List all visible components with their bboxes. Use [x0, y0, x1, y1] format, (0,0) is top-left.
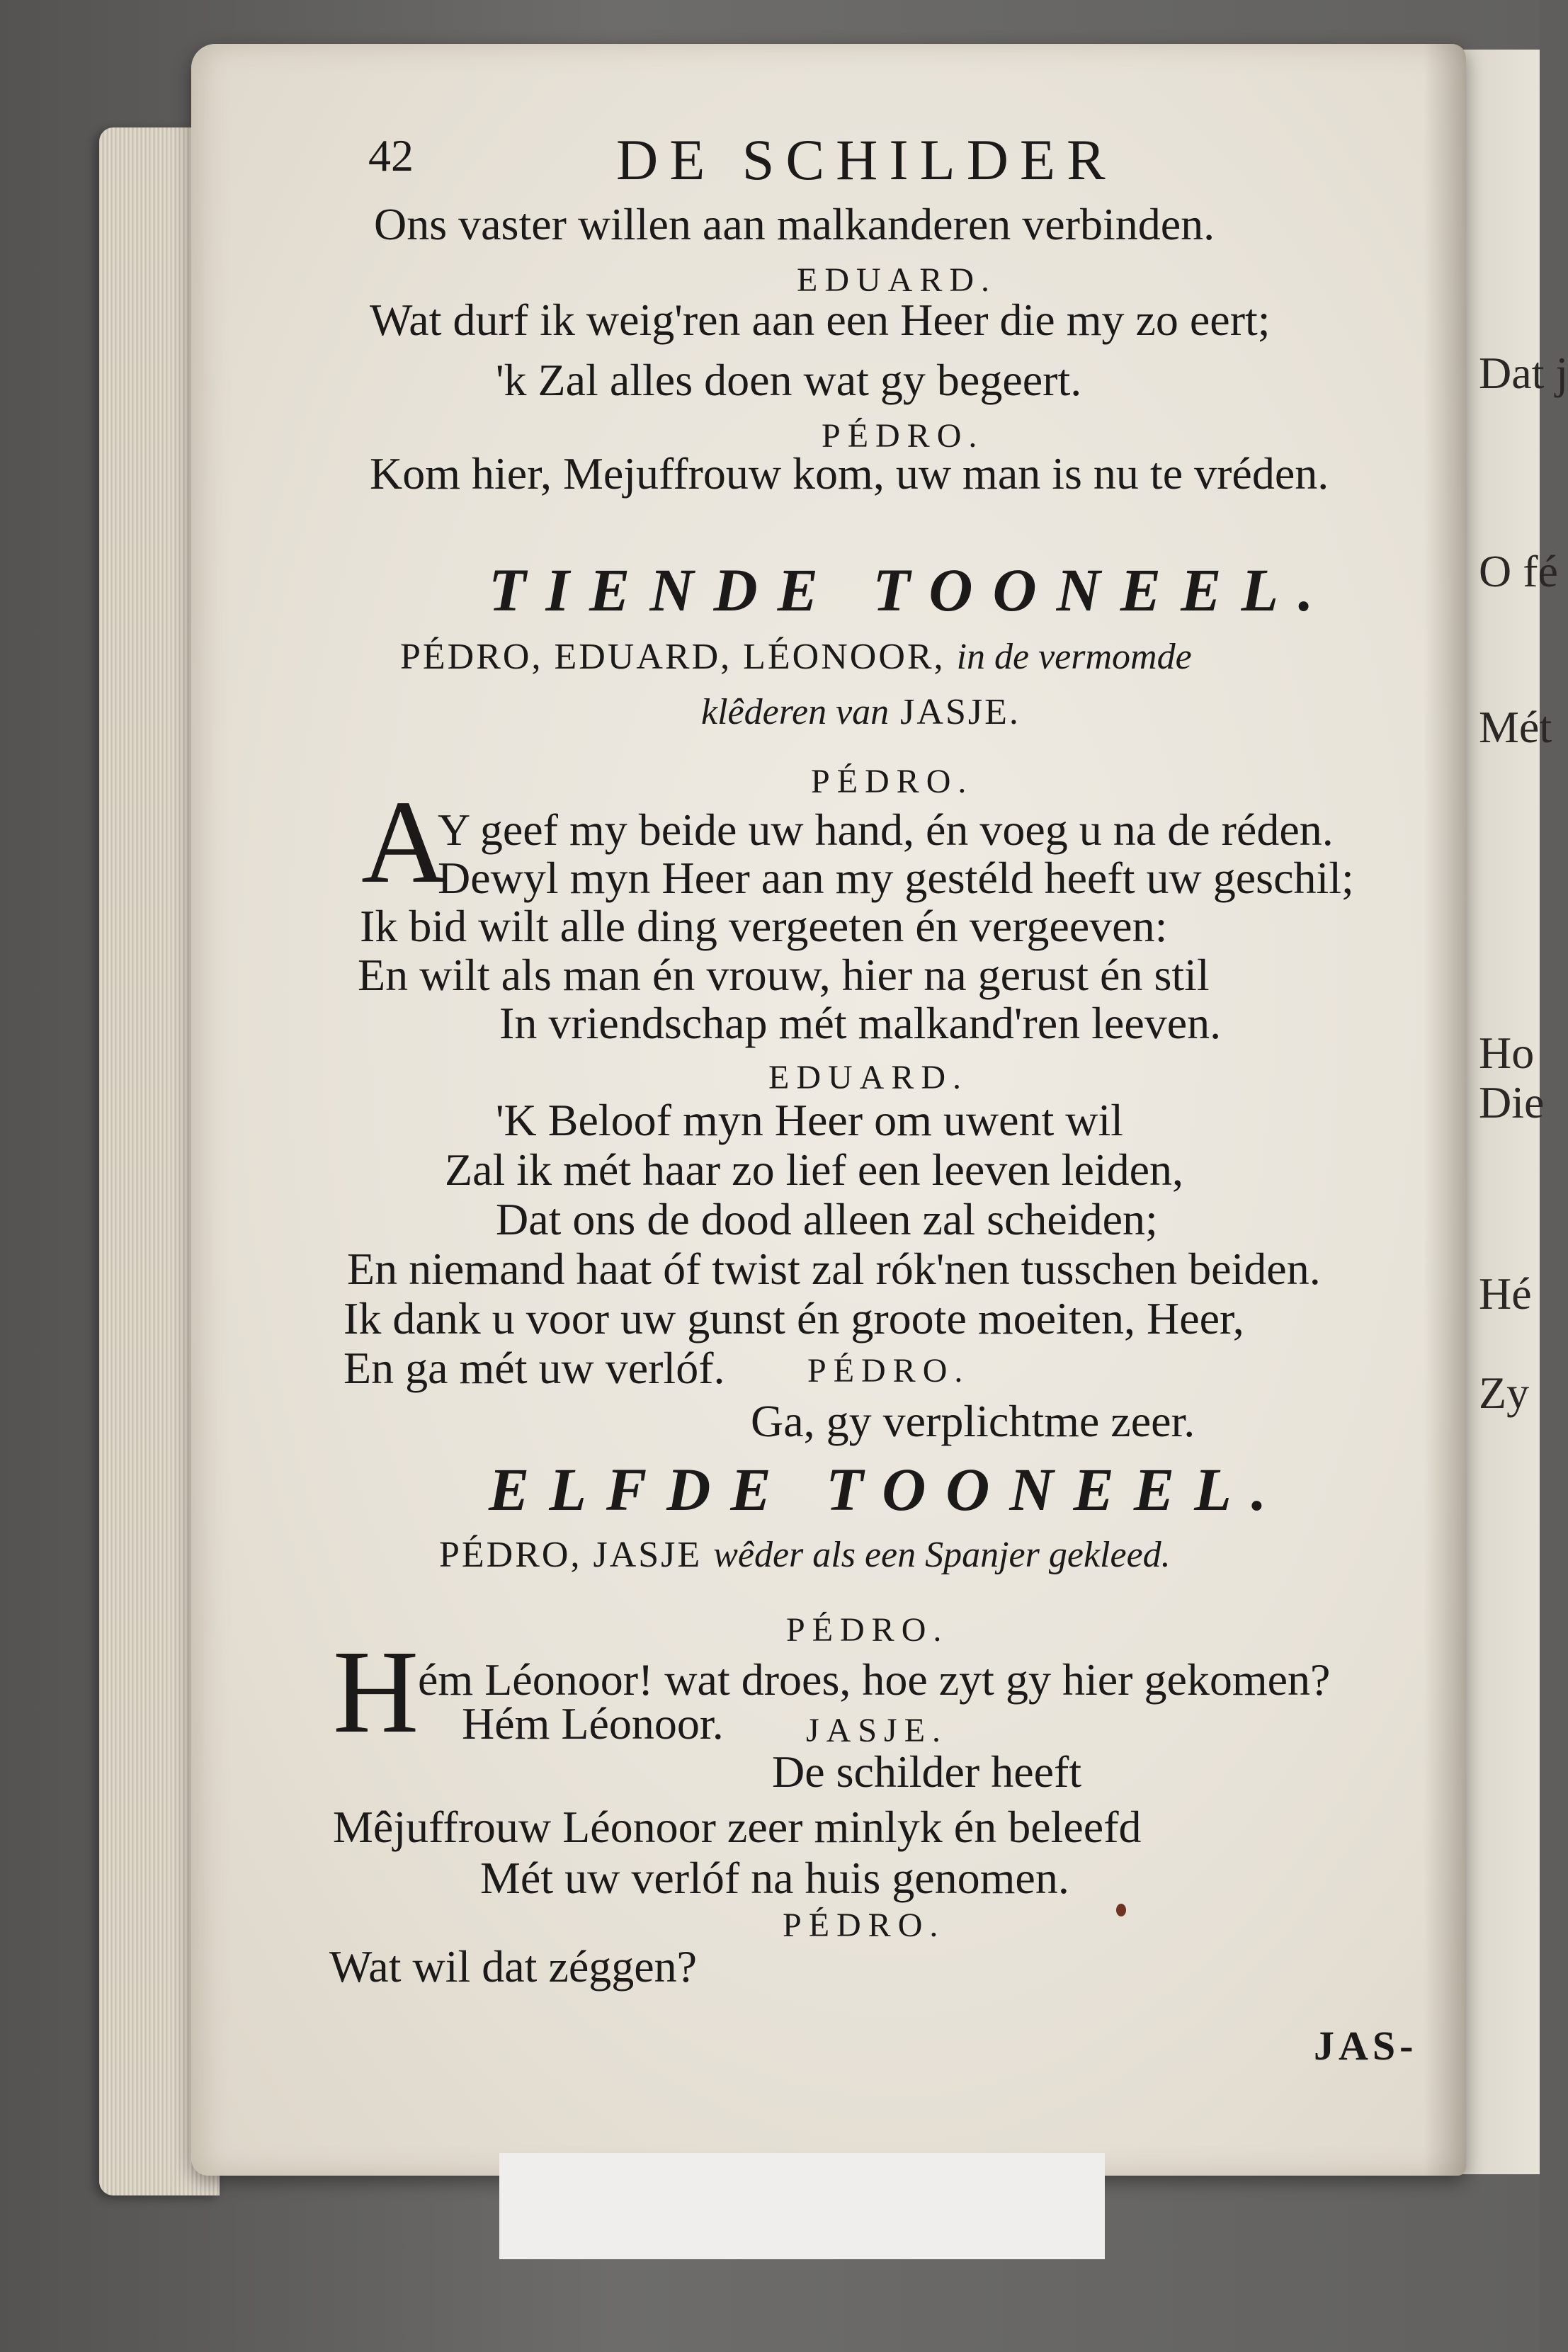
cast-names: JASJE. — [900, 692, 1021, 732]
speaker-name: PÉDRO. — [822, 417, 984, 455]
drop-cap: H — [333, 1626, 419, 1758]
drop-cap: A — [361, 776, 448, 908]
facing-fragment: Die — [1479, 1077, 1545, 1127]
scene-cast — [400, 639, 1192, 676]
speaker-name: PÉDRO. — [811, 763, 974, 800]
speaker-name: EDUARD. — [768, 1059, 968, 1096]
cast-note: klêderen van — [701, 692, 890, 732]
verse-line: Y geef my beide uw hand, én voeg u na de réden. — [438, 805, 1334, 855]
verse-line: Dat ons de dood alleen zal scheiden; — [496, 1194, 1158, 1244]
cast-names: PÉDRO, JASJE — [439, 1535, 703, 1575]
verse-line: Kom hier, Mejuffrouw kom, uw man is nu te vréden. — [370, 448, 1329, 499]
verse-line: Dewyl myn Heer aan my gestéld heeft uw geschil; — [438, 853, 1354, 903]
cast-note: wêder als een Spanjer gekleed. — [713, 1535, 1171, 1575]
speaker-name: PÉDRO. — [807, 1352, 970, 1390]
page-number: 42 — [368, 130, 414, 181]
verse-line: Ik bid wilt alle ding vergeeten én vergeeven: — [360, 901, 1168, 951]
running-head: DE SCHILDER — [616, 127, 1117, 192]
verse-line: Ga, gy verplichtme zeer. — [751, 1396, 1195, 1446]
verse-line: Zal ik mét haar zo lief een leeven leiden, — [445, 1144, 1184, 1195]
verse-line: 'k Zal alles doen wat gy begeert. — [496, 355, 1082, 405]
verse-line: ém Léonoor! wat droes, hoe zyt gy hier gekomen? — [418, 1654, 1331, 1705]
catchword: JAS- — [1314, 2023, 1418, 2069]
scene-title: ELFDE TOONEEL. — [489, 1455, 1287, 1523]
speaker-name: EDUARD. — [797, 261, 996, 299]
speaker-name: JASJE. — [806, 1712, 948, 1749]
verse-line: Ik dank u voor uw gunst én groote moeiten, Heer, — [343, 1293, 1244, 1343]
gutter-shadow — [1424, 44, 1466, 2176]
cast-note: in de vermomde — [956, 637, 1192, 677]
ink-stain — [1116, 1904, 1126, 1916]
facing-fragment: Zy — [1479, 1368, 1530, 1418]
scene-cast — [439, 1537, 1171, 1574]
facing-fragment: Dat j — [1479, 348, 1568, 398]
verse-line: En niemand haat óf twist zal rók'nen tusschen beiden. — [347, 1244, 1321, 1294]
cast-names: PÉDRO, EDUARD, LÉONOOR, — [400, 637, 945, 677]
verse-line: En ga mét uw verlóf. — [343, 1343, 725, 1393]
scene-cast-continued — [701, 694, 1021, 731]
verse-line: 'K Beloof myn Heer om uwent wil — [496, 1095, 1124, 1145]
facing-fragment: Ho — [1479, 1028, 1535, 1078]
verse-line: Mét uw verlóf na huis genomen. — [480, 1853, 1069, 1903]
scene-title: TIENDE TOONEEL. — [489, 556, 1334, 624]
verse-line: Ons vaster willen aan malkanderen verbinden. — [374, 199, 1215, 249]
verse-line: In vriendschap mét malkand'ren leeven. — [499, 998, 1222, 1048]
verse-line: Hém Léonoor. — [462, 1698, 724, 1749]
speaker-name: PÉDRO. — [786, 1611, 949, 1649]
verse-line: De schilder heeft — [772, 1746, 1082, 1797]
speaker-name: PÉDRO. — [783, 1907, 945, 1944]
verse-line: Wat wil dat zéggen? — [329, 1941, 698, 1992]
redaction-patch — [499, 2153, 1105, 2259]
verse-line: Wat durf ik weig'ren aan een Heer die my zo eert; — [370, 295, 1271, 345]
verse-line: Mêjuffrouw Léonoor zeer minlyk én beleefd — [333, 1802, 1142, 1852]
facing-fragment: O fé — [1479, 546, 1558, 596]
verse-line: En wilt als man én vrouw, hier na gerust én stil — [358, 950, 1210, 1000]
facing-fragment: Hé — [1479, 1268, 1532, 1319]
facing-fragment: Mét — [1479, 702, 1552, 752]
